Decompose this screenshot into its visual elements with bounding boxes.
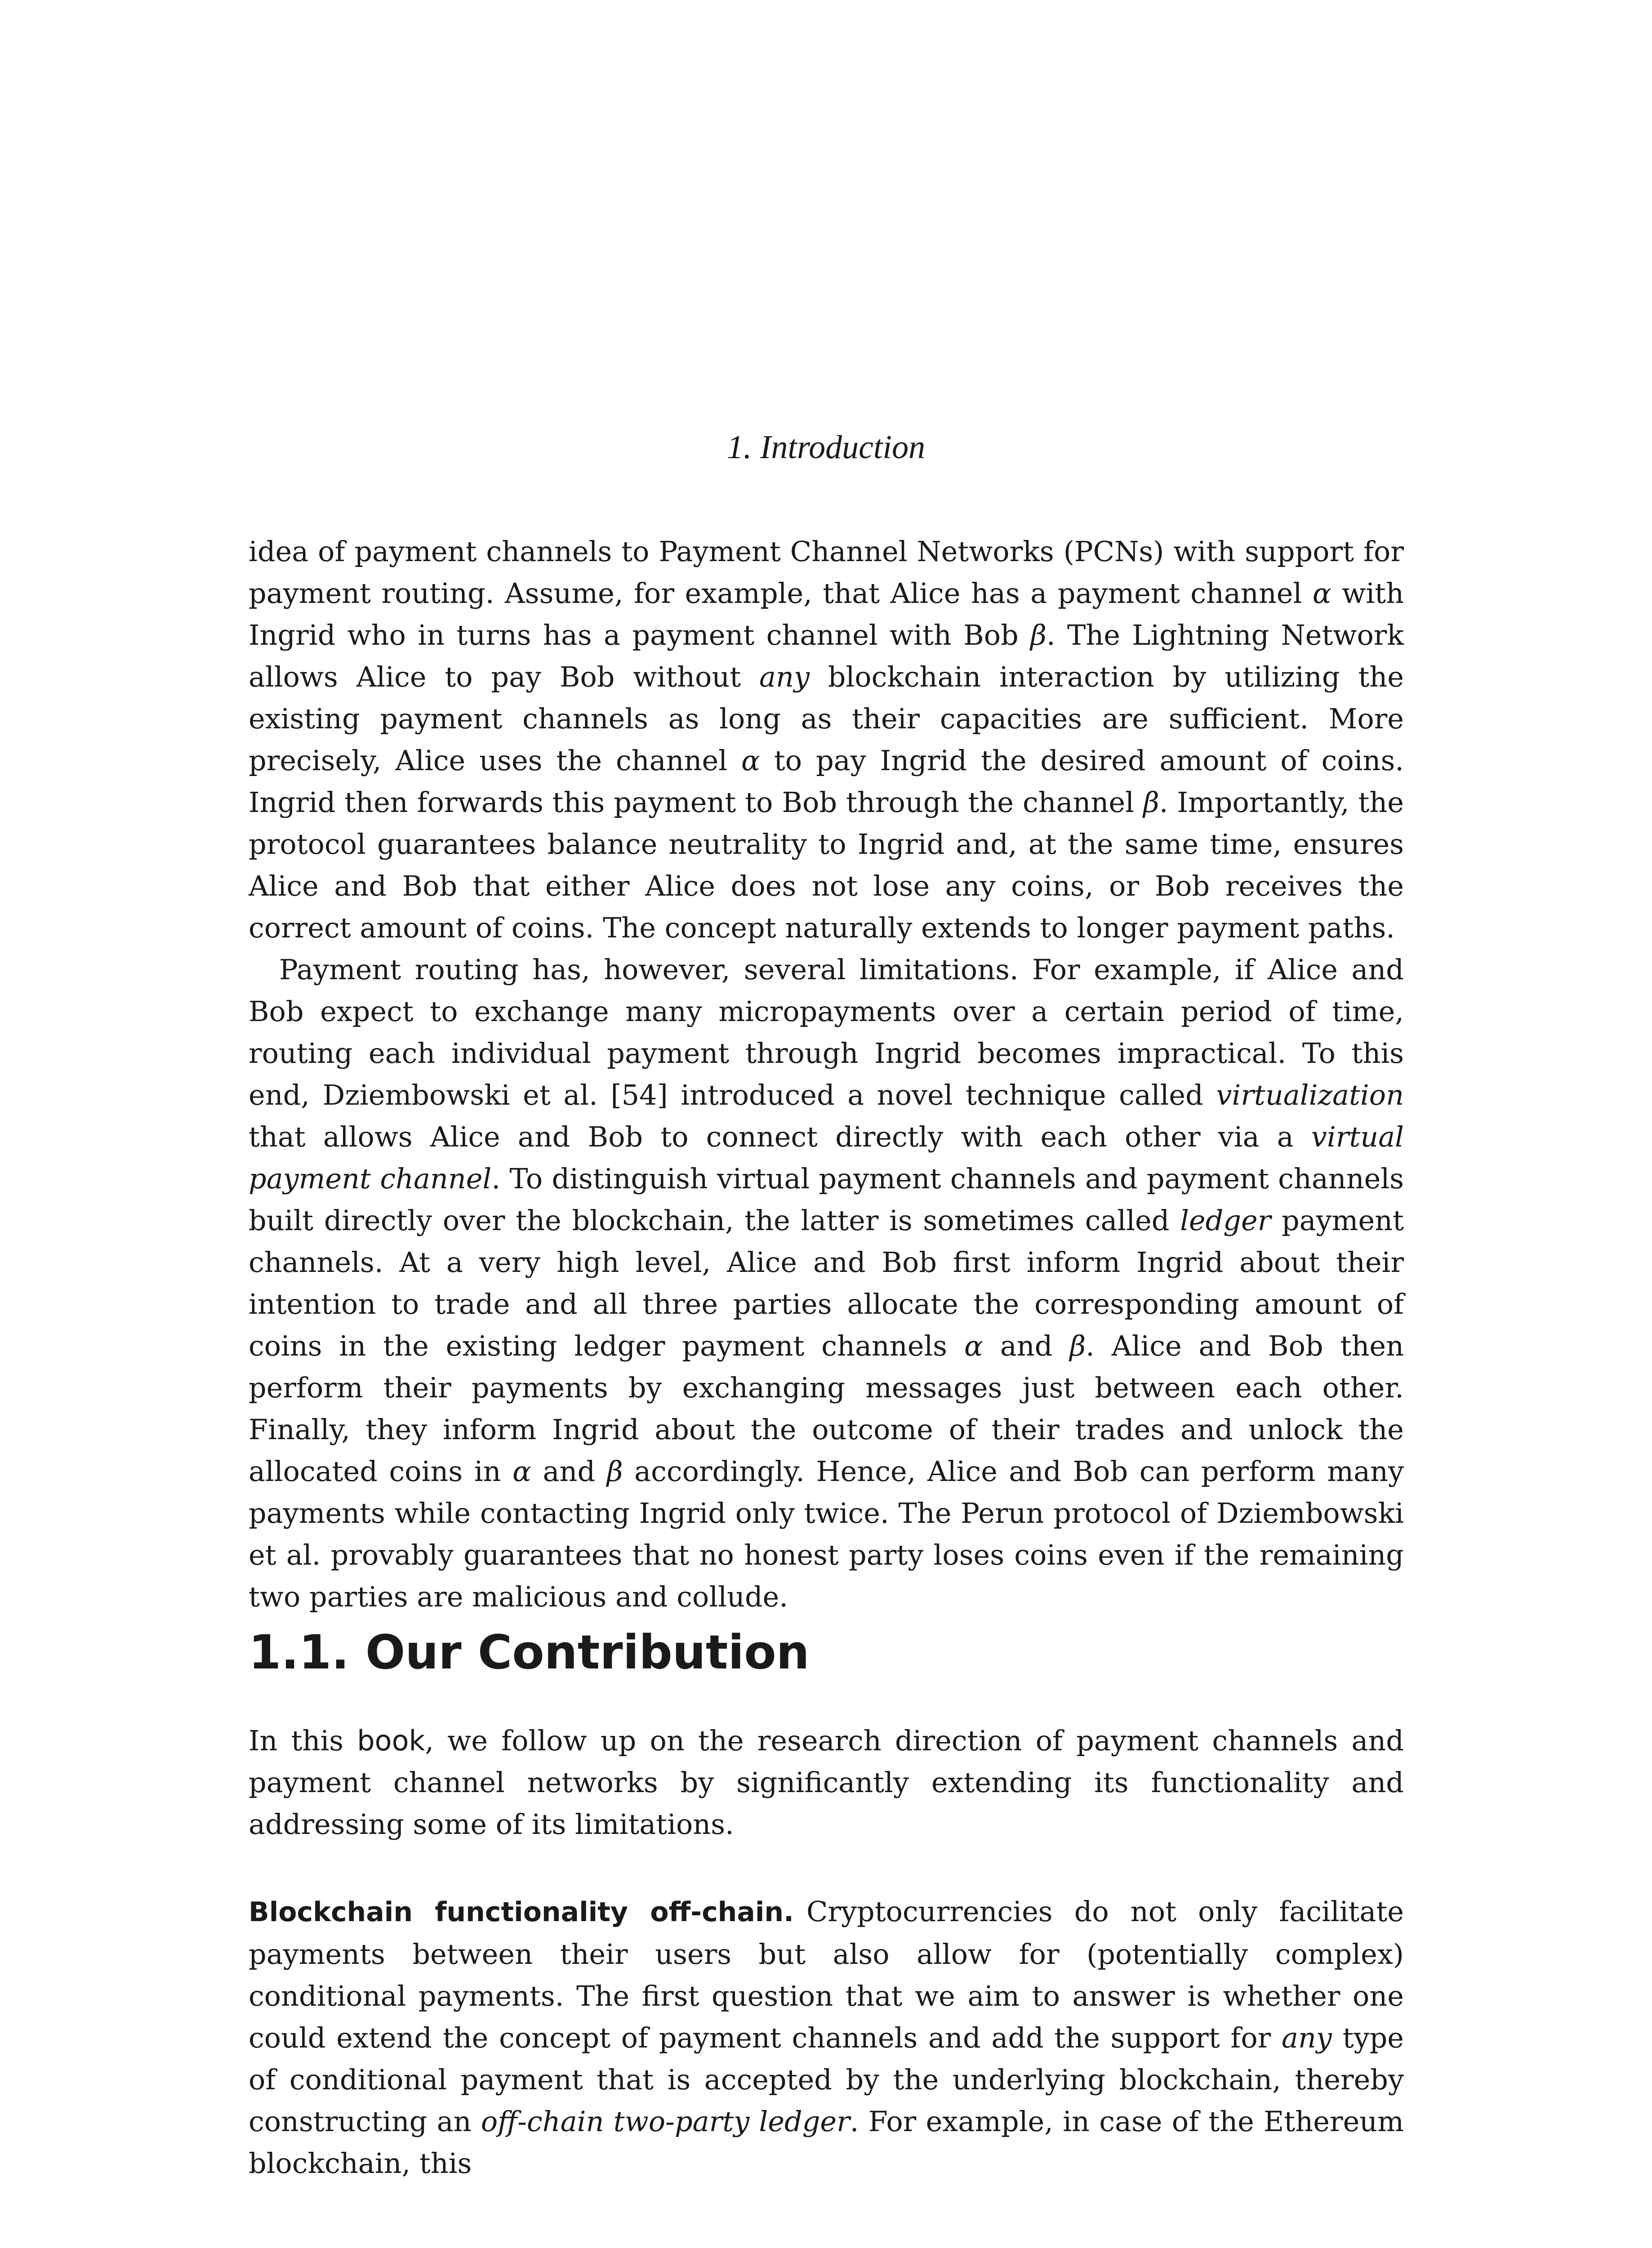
text-run: Cryptocurrencies do not only facilitate payments between their users but also allow for (potentially complex) conditional payments. The first question that we aim to answer is whether one could extend the concept of payment channels and add the support for (249, 1895, 1404, 2054)
math-alpha: α (1312, 577, 1331, 610)
paragraph (249, 531, 1404, 949)
text-run: . For example, in case of the Ethereum blockchain, this (249, 2105, 1404, 2180)
math-alpha: α (741, 744, 760, 777)
paragraph-heading: Blockchain functionality off-chain. (249, 1896, 794, 1928)
emphasis: virtualization (1216, 1079, 1404, 1111)
math-beta: β (606, 1455, 623, 1488)
emphasis: ledger (1180, 1204, 1271, 1237)
subsection-body (249, 1891, 1404, 2184)
emphasis: any (759, 660, 810, 693)
math-beta: β (1143, 786, 1159, 819)
paragraph (249, 949, 1404, 1618)
text-run: idea of payment channels to Payment Channel Networks (PCNs) with support for payment routing. Assume, for example, that Alice has a payment channel (249, 535, 1404, 610)
intro-text (249, 531, 1404, 1618)
text-run: accordingly. Hence, Alice and Bob can perform many payments while contacting Ingrid only twice. The Perun protocol of Dziembowski et al. provably guarantees that no honest party loses coins even if the remaining two parties are malicious and collude. (249, 1455, 1404, 1613)
text-run: . The Lightning Network allows Alice to pay Bob without (249, 619, 1404, 693)
text-run: with Ingrid who in turns has a payment channel with Bob (249, 577, 1404, 651)
running-header: 1. Introduction (726, 429, 926, 466)
emphasis: virtual payment channel (249, 1120, 1404, 1195)
text-run: and (983, 1329, 1070, 1362)
paragraph (249, 1720, 1404, 1845)
section-body (249, 1720, 1404, 1845)
text-run: In this (249, 1724, 357, 1757)
text-run: Payment routing has, however, several limitations. For example, if Alice and Bob expect to exchange many micropayments over a certain period of time, routing each individual payment through Ingrid becomes impractical. To this end, Dziembowski et al. [54] introduced a novel technique called (249, 953, 1404, 1111)
text-run: that allows Alice and Bob to connect directly with each other via a (249, 1120, 1311, 1153)
section-title: 1.1. Our Contribution (249, 1625, 810, 1680)
sans-word: book (357, 1724, 425, 1757)
text-run: . Alice and Bob then perform their payments by exchanging messages just between each other. Finally, they inform Ingrid about the outcome of their trades and unlock the allocated coins in (249, 1329, 1404, 1488)
paragraph (249, 1891, 1404, 2184)
text-run: . Importantly, the protocol guarantees balance neutrality to Ingrid and, at the same time, ensures Alice and Bob that either Alice does not lose any coins, or Bob receives the correct amount of coins. The concept naturally extends to longer payment paths. (249, 786, 1404, 944)
math-alpha: α (964, 1329, 983, 1362)
text-run: and (531, 1455, 607, 1488)
text-run: to pay Ingrid the desired amount of coins. Ingrid then forwards this payment to Bob through the channel (249, 744, 1404, 819)
text-run: , we follow up on the research direction of payment channels and payment channel networks by significantly extending its functionality and addressing some of its limitations. (249, 1724, 1404, 1841)
math-alpha: α (512, 1455, 531, 1488)
text-run: . To distinguish virtual payment channels and payment channels built directly over the blockchain, the latter is sometimes called (249, 1162, 1404, 1237)
text-run: blockchain interaction by utilizing the existing payment channels as long as their capacities are sufficient. More precisely, Alice uses the channel (249, 660, 1404, 777)
text-run: type of conditional payment that is accepted by the underlying blockchain, thereby constructing an (249, 2021, 1404, 2138)
math-beta: β (1030, 619, 1046, 651)
emphasis: off-chain two-party ledger (481, 2105, 850, 2138)
math-beta: β (1069, 1329, 1086, 1362)
emphasis: any (1282, 2021, 1332, 2054)
text-run: payment channels. At a very high level, Alice and Bob first inform Ingrid about their intention to trade and all three parties allocate the corresponding amount of coins in the existing ledger payment channels (249, 1204, 1404, 1362)
